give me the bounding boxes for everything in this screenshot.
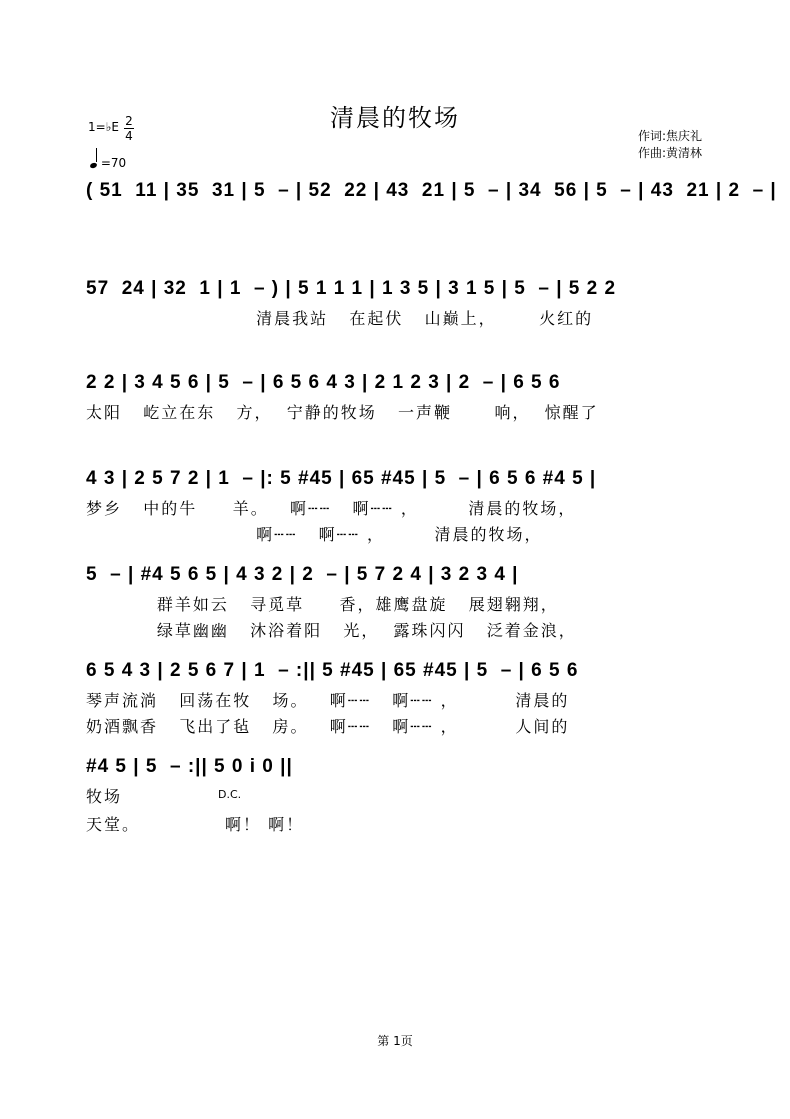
- lyric-verse-2: 天堂。 啊！ 啊！: [86, 815, 305, 834]
- lyric-verse-2: 绿草幽幽 沐浴着阳 光， 露珠闪闪 泛着金浪，: [86, 621, 577, 640]
- notes: 4 3 | 2 5 7 2 | 1 – |: 5 #45 | 65 #45 | 5 – | 6 5 6 #4 5 |: [86, 468, 597, 489]
- staff-line-6: [86, 660, 746, 736]
- lyric-verse-1: 太阳 屹立在东 方， 宁静的牧场 一声鞭 响， 惊醒了: [86, 403, 599, 422]
- composer-credit: 作曲:黄清林: [638, 146, 703, 160]
- quarter-note-icon: [89, 162, 97, 169]
- lyric-verse-1: 琴声流淌 回荡在牧 场。 啊┄┄ 啊┄┄ ， 清晨的: [86, 691, 570, 710]
- staff-line-4: [86, 468, 746, 544]
- staff-line-2: [86, 278, 746, 328]
- staff-line-3: [86, 372, 746, 422]
- lyricist-credit: 作词:焦庆礼: [638, 129, 703, 143]
- time-denominator: 4: [125, 129, 133, 143]
- key-signature: 1=♭E: [88, 120, 119, 134]
- staff-line-5: [86, 564, 746, 640]
- notes: ( 51 11 | 35 31 | 5 – | 52 22 | 43 21 | 5 – | 34 56 | 5 – | 43 21 | 2 – |: [86, 180, 777, 201]
- notes: 2 2 | 3 4 5 6 | 5 – | 6 5 6 4 3 | 2 1 2 3 | 2 – | 6 5 6: [86, 372, 561, 393]
- notes: #4 5 | 5 – :|| 5 0 i 0 ||: [86, 756, 293, 777]
- time-signature: [124, 114, 134, 143]
- notes: 5 – | #4 5 6 5 | 4 3 2 | 2 – | 5 7 2 4 | 3 2 3 4 |: [86, 564, 519, 585]
- page-number: 第 1页: [377, 1034, 413, 1048]
- lyric-verse-2: 奶酒飘香 飞出了毡 房。 啊┄┄ 啊┄┄ ， 人间的: [86, 717, 570, 736]
- notes: 6 5 4 3 | 2 5 6 7 | 1 – :|| 5 #45 | 65 #45 | 5 – | 6 5 6: [86, 660, 579, 681]
- lyric-verse-1: 梦乡 中的牛 羊。 啊┄┄ 啊┄┄ ， 清晨的牧场，: [86, 499, 577, 518]
- lyric-verse-1: 群羊如云 寻觅草 香，雄鹰盘旋 展翅翱翔，: [86, 595, 559, 614]
- tempo-marking: [90, 153, 126, 170]
- lyric-verse-1: 清晨我站 在起伏 山巅上， 火红的: [86, 309, 594, 328]
- tempo-value: =70: [100, 156, 127, 170]
- lyric-verse-1: 牧场: [86, 787, 123, 806]
- credits: [638, 128, 702, 162]
- time-numerator: 2: [125, 114, 133, 128]
- staff-line-1: [86, 180, 777, 202]
- da-capo-mark: D.C.: [218, 788, 242, 801]
- notes: 57 24 | 32 1 | 1 – ) | 5 1 1 1 | 1 3 5 | 3 1 5 | 5 – | 5 2 2: [86, 278, 617, 299]
- lyric-verse-2: 啊┄┄ 啊┄┄ ， 清晨的牧场，: [86, 525, 543, 544]
- note-stem: [96, 148, 97, 162]
- song-title: 清晨的牧场: [330, 104, 460, 132]
